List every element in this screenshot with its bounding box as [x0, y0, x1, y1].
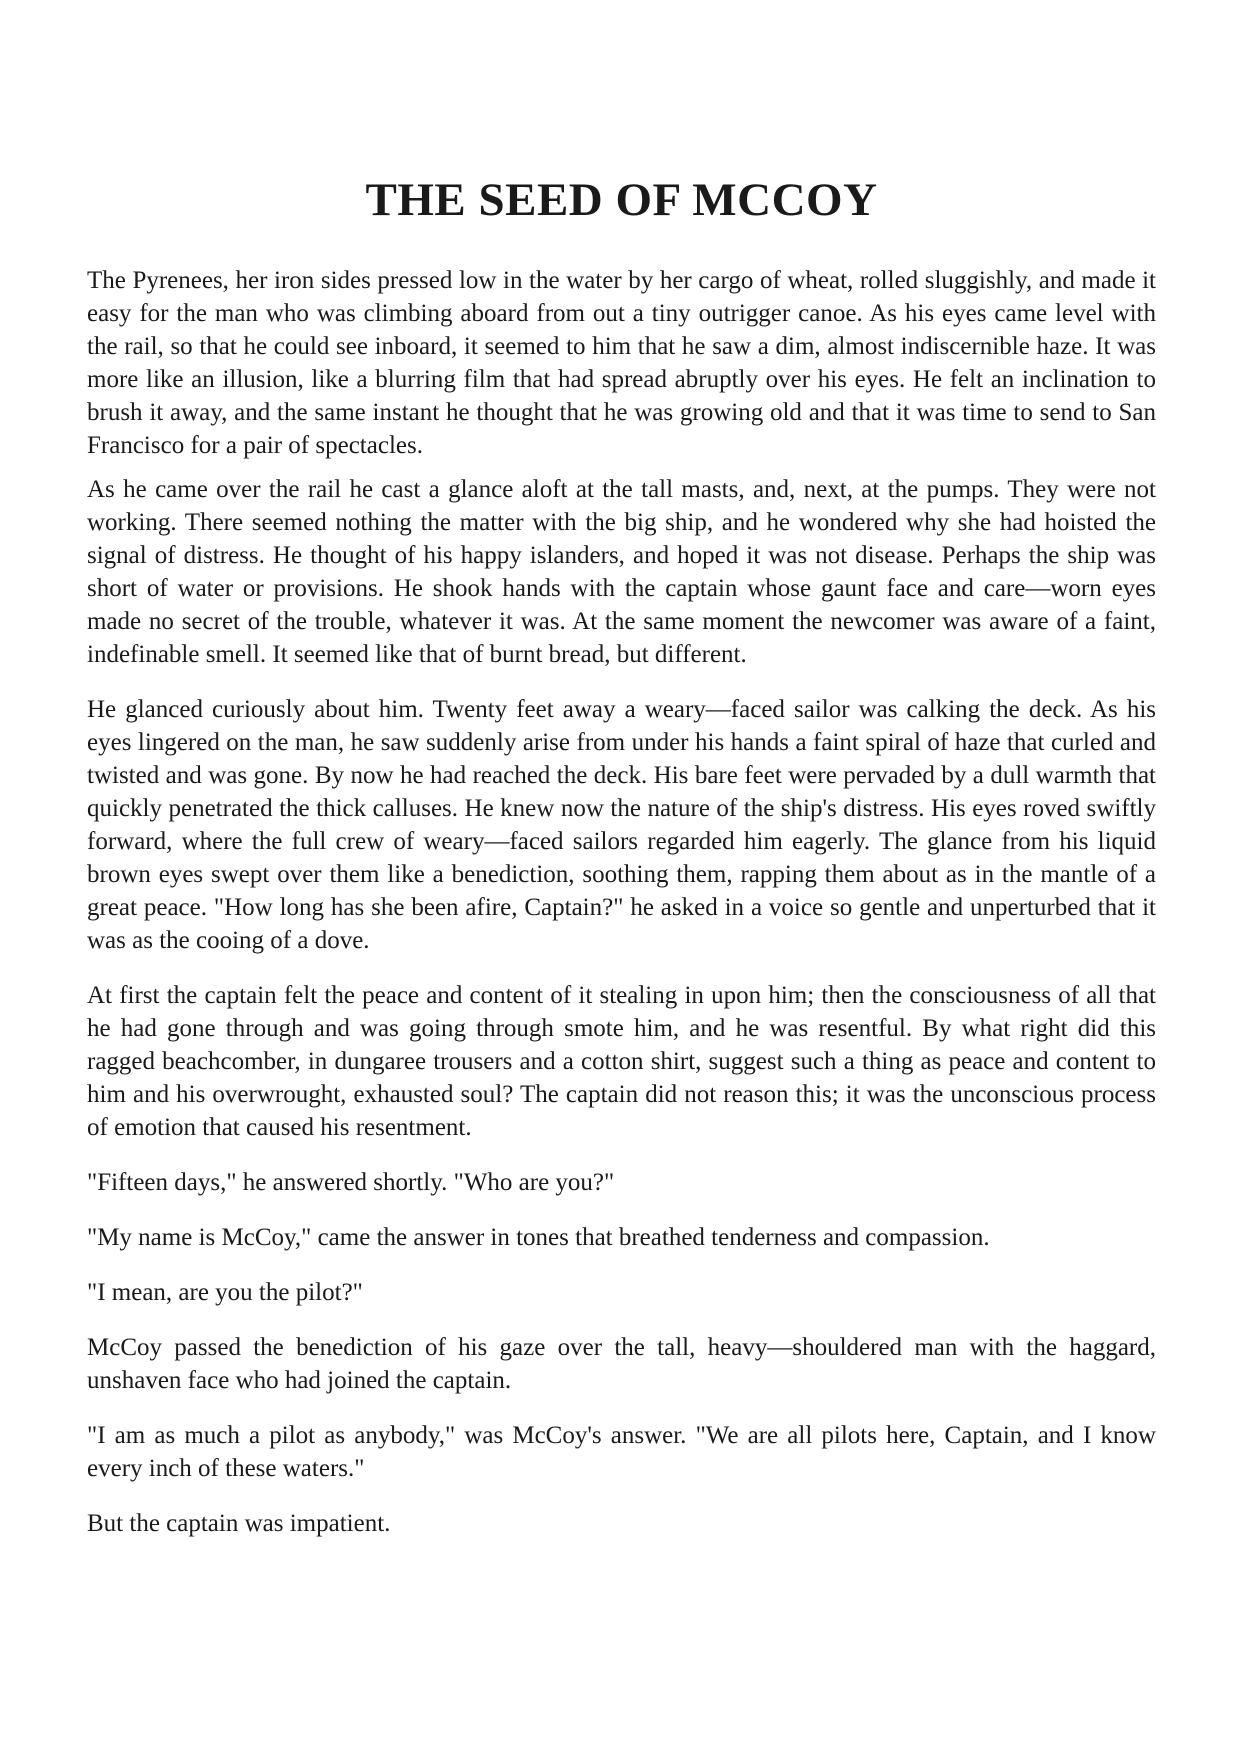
paragraph: McCoy passed the benediction of his gaze over the tall, heavy—shouldered man with the haggard, unshaven face who had joined the captain.	[87, 1334, 1156, 1394]
paragraph: The Pyrenees, her iron sides pressed low in the water by her cargo of wheat, rolled sluggishly, and made it easy for the man who was climbing aboard from out a tiny outrigger canoe. As his eyes came level with the rail, so that he could see inboard, it seemed to him that he saw a dim, almost indiscernible haze. It was more like an illusion, like a blurring film that had spread abruptly over his eyes. He felt an inclination to brush it away, and the same instant he thought that he was growing old and that it was time to send to San Francisco for a pair of spectacles.	[87, 267, 1156, 459]
document-page	[87, 170, 1156, 1562]
paragraph: "Fifteen days," he answered shortly. "Who are you?"	[87, 1169, 615, 1196]
paragraph: "My name is McCoy," came the answer in tones that breathed tenderness and compassion.	[87, 1224, 990, 1251]
paragraph: "I am as much a pilot as anybody," was McCoy's answer. "We are all pilots here, Captain, and I know every inch of these waters."	[87, 1422, 1156, 1482]
paragraph: But the captain was impatient.	[87, 1510, 391, 1537]
paragraph: At first the captain felt the peace and content of it stealing in upon him; then the consciousness of all that he had gone through and was going through smote him, and he was resentful. By what right did this ragged beachcomber, in dungaree trousers and a cotton shirt, suggest such a thing as peace and content to him and his overwrought, exhausted soul? The captain did not reason this; it was the unconscious process of emotion that caused his resentment.	[87, 982, 1156, 1141]
paragraph: He glanced curiously about him. Twenty feet away a weary—faced sailor was calking the deck. As his eyes lingered on the man, he saw suddenly arise from under his hands a faint spiral of haze that curled and twisted and was gone. By now he had reached the deck. His bare feet were pervaded by a dull warmth that quickly penetrated the thick calluses. He knew now the nature of the ship's distress. His eyes roved swiftly forward, where the full crew of weary—faced sailors regarded him eagerly. The glance from his liquid brown eyes swept over them like a benediction, soothing them, rapping them about as in the mantle of a great peace. "How long has she been afire, Captain?" he asked in a voice so gentle and unperturbed that it was as the cooing of a dove.	[87, 696, 1156, 954]
paragraph: As he came over the rail he cast a glance aloft at the tall masts, and, next, at the pumps. They were not working. There seemed nothing the matter with the big ship, and he wondered why she had hoisted the signal of distress. He thought of his happy islanders, and hoped it was not disease. Perhaps the ship was short of water or provisions. He shook hands with the captain whose gaunt face and care—worn eyes made no secret of the trouble, whatever it was. At the same moment the newcomer was aware of a faint, indefinable smell. It seemed like that of burnt bread, but different.	[87, 476, 1156, 668]
paragraph: "I mean, are you the pilot?"	[87, 1279, 363, 1306]
document-title: THE SEED OF MCCOY	[365, 174, 878, 226]
